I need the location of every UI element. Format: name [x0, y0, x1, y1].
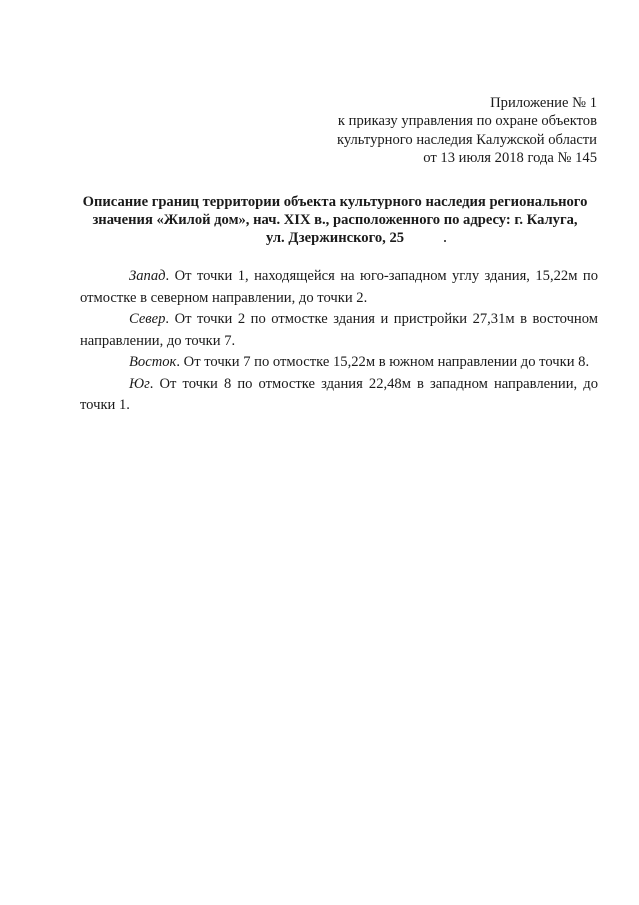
appendix-authority: культурного наследия Калужской области: [336, 131, 597, 148]
title-line-1: Описание границ территории объекта культурного наследия регионального: [82, 194, 588, 210]
section-text: . От точки 1, находящейся на юго-западном углу здания, 15,22м по отмостке в северном направлении, до точки 2.: [80, 268, 598, 306]
title-line-2: значения «Жилой дом», нач. XIX в., расположенного по адресу: г. Калуга,: [92, 212, 578, 229]
section-text: . От точки 2 по отмостке здания и пристройки 27,31м в восточном направлении, до точки 7.: [80, 311, 598, 349]
section-text: . От точки 8 по отмостке здания 22,48м в западном направлении, до точки 1.: [80, 375, 598, 413]
appendix-header: [337, 94, 597, 168]
direction-label: Север: [129, 311, 166, 327]
section-east: [80, 352, 598, 374]
appendix-number: Приложение № 1: [490, 95, 597, 111]
boundary-description: [80, 266, 598, 417]
section-north: [80, 309, 598, 352]
title-line-3: ул. Дзержинского, 25: [265, 230, 405, 247]
section-text: . От точки 7 по отмостке 15,22м в южном направлении до точки 8.: [176, 354, 590, 370]
direction-label: Восток: [129, 354, 177, 370]
scan-speck: [444, 240, 446, 242]
section-west: [80, 266, 598, 309]
appendix-date: от 13 июля 2018 года № 145: [423, 150, 597, 167]
direction-label: Запад: [129, 268, 166, 284]
document-title: [70, 193, 600, 248]
section-south: [80, 374, 598, 417]
direction-label: Юг: [129, 375, 150, 392]
appendix-order-ref: к приказу управления по охране объектов: [337, 113, 597, 130]
